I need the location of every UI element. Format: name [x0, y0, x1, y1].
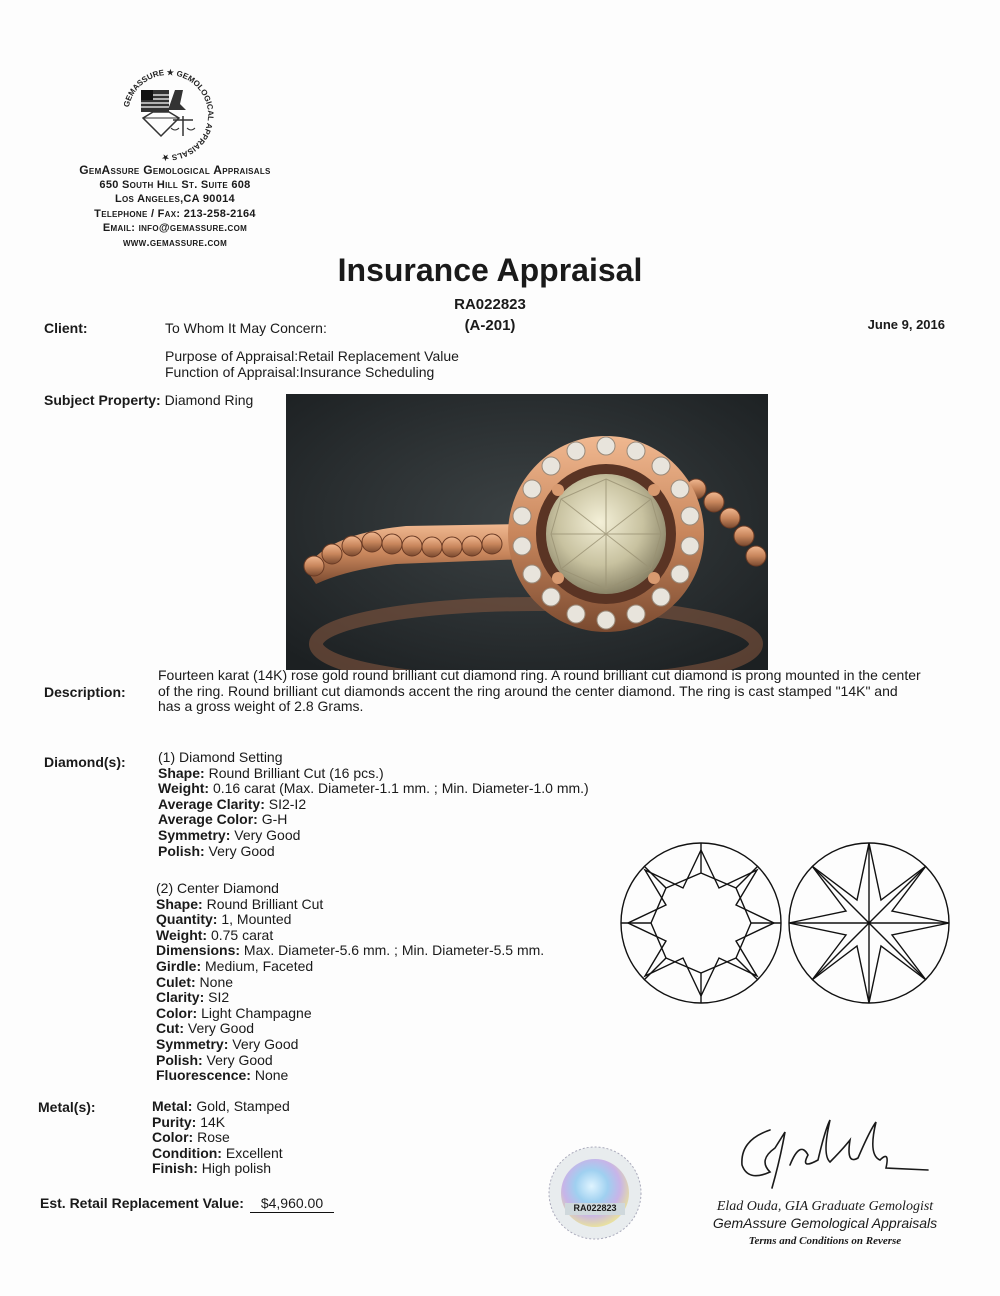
diamond-field: [156, 912, 626, 928]
field-value: G-H: [257, 811, 288, 828]
diamond-field: [156, 943, 626, 959]
field-value: Round Brilliant Cut: [202, 895, 324, 912]
description-line: Fourteen karat (14K) rose gold round brilliant cut diamond ring. A round brilliant cut diamond is prong mounted in the center: [158, 667, 921, 683]
diamond-field: [158, 797, 628, 813]
diamond-pavilion-diagram: [786, 840, 952, 1006]
metal-field: [152, 1146, 452, 1162]
field-key: Average Color:: [158, 811, 258, 828]
description-line: has a gross weight of 2.8 Grams.: [158, 698, 364, 715]
diamond-field: [156, 897, 626, 913]
subject-property-label: Subject Property:: [44, 392, 161, 408]
field-key: Fluorescence:: [156, 1067, 251, 1084]
diamonds-label: Diamond(s):: [44, 754, 126, 770]
description-label: Description:: [44, 684, 126, 700]
hologram-number: RA022823: [573, 1203, 617, 1213]
diamond-field: [156, 928, 626, 944]
diamond-field: [156, 975, 626, 991]
value-amount: $4,960.00: [250, 1195, 334, 1213]
diamond-field: [156, 1006, 626, 1022]
field-value: 0.16 carat (Max. Diameter-1.1 mm. ; Min. Diameter-1.0 mm.): [209, 780, 589, 797]
appraiser-company: GemAssure Gemological Appraisals: [712, 1215, 938, 1231]
field-key: Polish:: [158, 842, 205, 859]
diamond-field: [158, 828, 628, 844]
field-value: 1, Mounted: [217, 911, 292, 928]
metal-field: [152, 1115, 452, 1131]
field-key: Finish:: [152, 1160, 198, 1177]
field-key: Symmetry:: [156, 1035, 229, 1052]
field-value: Rose: [193, 1129, 230, 1146]
field-value: Max. Diameter-5.6 mm. ; Min. Diameter-5.5 mm.: [240, 942, 545, 959]
field-key: Weight:: [156, 926, 208, 943]
field-value: Very Good: [204, 842, 275, 859]
client-label: Client:: [44, 320, 88, 336]
center-diamond-heading: (2) Center Diamond: [156, 880, 279, 896]
diamond-field: [158, 781, 628, 797]
diamond-setting-heading: (1) Diamond Setting: [158, 749, 283, 765]
diamond-crown-diagram: [618, 840, 784, 1006]
field-key: Shape:: [158, 764, 205, 781]
subject-property-value: Diamond Ring: [164, 392, 254, 408]
ring-photo: [286, 394, 768, 670]
field-value: Very Good: [202, 1051, 273, 1068]
diamond-field: [156, 1068, 626, 1084]
description-text: [158, 668, 938, 715]
description-line: of the ring. Round brilliant cut diamonds accent the ring around the center diamond. The ring is cast stamped "14K" and: [158, 682, 898, 699]
metal-field: [152, 1099, 452, 1115]
field-key: Weight:: [158, 780, 210, 797]
company-address-line1: 650 South Hill St. Suite 608: [99, 178, 251, 191]
reference-number: RA022823: [454, 296, 526, 313]
field-value: Very Good: [230, 826, 301, 843]
metal-field: [152, 1130, 452, 1146]
field-key: Average Clarity:: [158, 795, 265, 812]
field-value: Light Champagne: [197, 1004, 312, 1021]
metals-block: [152, 1099, 452, 1177]
field-value: SI2-I2: [264, 795, 307, 812]
value-label: Est. Retail Replacement Value:: [40, 1195, 244, 1211]
metal-field: [152, 1161, 452, 1177]
diamond-field: [156, 990, 626, 1006]
signature-scribble: [730, 1110, 930, 1200]
field-key: Cut:: [156, 1020, 184, 1037]
field-key: Clarity:: [156, 989, 205, 1006]
field-key: Polish:: [156, 1051, 203, 1068]
client-value: To Whom It May Concern:: [165, 320, 327, 336]
company-logo: [113, 68, 223, 163]
field-value: None: [195, 973, 234, 990]
appraiser-name: Elad Ouda, GIA Graduate Gemologist: [716, 1199, 934, 1214]
document-title: Insurance Appraisal: [337, 252, 643, 288]
diamond-field: [156, 959, 626, 975]
field-value: Medium, Faceted: [201, 957, 314, 974]
field-value: Gold, Stamped: [192, 1098, 290, 1114]
field-key: Dimensions:: [156, 942, 241, 959]
center-diamond-block: [156, 881, 626, 1084]
field-key: Color:: [156, 1004, 198, 1021]
field-value: SI2: [204, 989, 230, 1006]
diamond-field: [156, 1021, 626, 1037]
field-key: Quantity:: [156, 911, 218, 928]
diamond-field: [156, 1053, 626, 1069]
diamond-field: [156, 1037, 626, 1053]
hologram-seal: [547, 1145, 643, 1241]
field-value: 0.75 carat: [207, 926, 274, 943]
diamond-field: [158, 812, 628, 828]
field-value: Very Good: [184, 1020, 255, 1037]
company-name: GemAssure Gemological Appraisals: [79, 163, 271, 177]
company-email: Email: info@gemassure.com: [102, 222, 248, 234]
diamond-field: [158, 766, 628, 782]
field-key: Purity:: [152, 1113, 197, 1130]
field-key: Culet:: [156, 973, 196, 990]
field-key: Girdle:: [156, 957, 202, 974]
field-key: Shape:: [156, 895, 203, 912]
field-value: Round Brilliant Cut (16 pcs.): [204, 764, 384, 781]
field-key: Symmetry:: [158, 826, 231, 843]
field-key: Metal:: [152, 1098, 193, 1114]
company-phone: Telephone / Fax: 213-258-2164: [94, 207, 256, 220]
diamond-setting-block: [158, 750, 628, 859]
appraisal-purpose: Purpose of Appraisal:Retail Replacement Value: [165, 348, 459, 364]
field-value: None: [250, 1067, 289, 1084]
svg-text:GEMASSURE ★ GEMOLOGICAL APPRAI: GEMASSURE ★ GEMOLOGICAL APPRAISALS ★: [121, 68, 216, 163]
metals-label: Metal(s):: [38, 1099, 96, 1115]
reference-code: (A-201): [464, 317, 516, 334]
company-address-line2: Los Angeles,CA 90014: [115, 193, 235, 205]
diamond-field: [158, 844, 628, 860]
field-value: 14K: [196, 1113, 226, 1130]
field-value: High polish: [197, 1160, 272, 1177]
field-key: Color:: [152, 1129, 194, 1146]
terms-note: Terms and Conditions on Reverse: [748, 1235, 902, 1247]
field-value: Excellent: [221, 1144, 283, 1161]
appraisal-date: June 9, 2016: [867, 317, 945, 332]
appraisal-function: Function of Appraisal:Insurance Scheduling: [165, 364, 435, 380]
field-key: Condition:: [152, 1144, 222, 1161]
company-website: www.gemassure.com: [122, 236, 228, 249]
field-value: Very Good: [228, 1035, 299, 1052]
